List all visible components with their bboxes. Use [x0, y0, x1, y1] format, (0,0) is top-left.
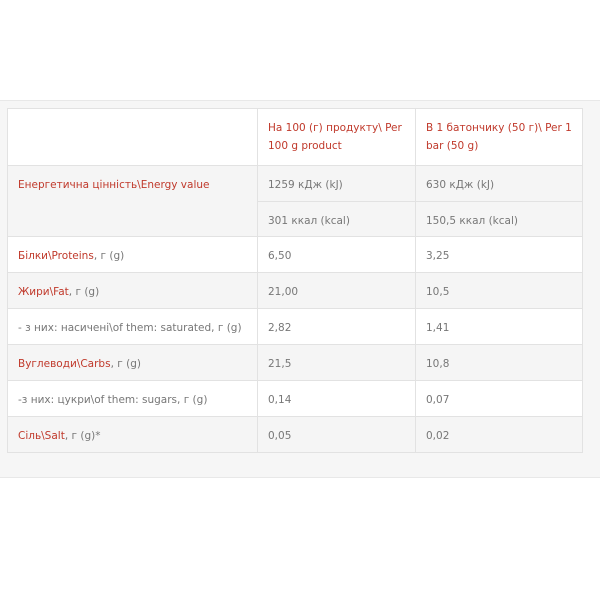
table-row	[8, 417, 583, 453]
row-label	[8, 273, 258, 309]
energy-kcal-per-100g: 301 ккал (kcal)	[258, 202, 416, 237]
row-label-unit: -з них: цукри\of them: sugars, г (g)	[18, 394, 208, 406]
row-value-per-100g: 0,14	[258, 381, 416, 417]
row-label-unit: , г (g)	[93, 250, 125, 262]
row-value-per-bar: 1,41	[416, 309, 583, 345]
row-label-unit: , г (g)	[68, 286, 100, 298]
row-value-per-bar: 10,5	[416, 273, 583, 309]
row-label	[8, 417, 258, 453]
energy-kj-per-100g: 1259 кДж (kJ)	[258, 166, 416, 202]
row-value-per-100g: 0,05	[258, 417, 416, 453]
energy-kcal-per-bar: 150,5 ккал (kcal)	[416, 202, 583, 237]
table-row	[8, 309, 583, 345]
row-label	[8, 309, 258, 345]
energy-label-cell	[8, 166, 258, 237]
row-label-strong: Сіль\Salt	[18, 430, 65, 442]
table-row	[8, 345, 583, 381]
row-label	[8, 381, 258, 417]
header-per-bar: В 1 батончику (50 г)\ Per 1 bar (50 g)	[416, 109, 583, 166]
energy-label: Енергетична цінність\Energy value	[18, 179, 210, 191]
table-header-row	[8, 109, 583, 166]
table-row-energy-kj	[8, 166, 583, 202]
row-value-per-100g: 2,82	[258, 309, 416, 345]
row-value-per-bar: 0,02	[416, 417, 583, 453]
nutrition-panel	[0, 100, 600, 478]
row-value-per-100g: 21,00	[258, 273, 416, 309]
row-label-strong: Білки\Proteins	[18, 250, 94, 262]
row-label	[8, 345, 258, 381]
header-per-100g: На 100 (г) продукту\ Per 100 g product	[258, 109, 416, 166]
table-row	[8, 237, 583, 273]
energy-kj-per-bar: 630 кДж (kJ)	[416, 166, 583, 202]
row-value-per-bar: 3,25	[416, 237, 583, 273]
row-value-per-bar: 10,8	[416, 345, 583, 381]
row-value-per-100g: 21,5	[258, 345, 416, 381]
row-label-unit: , г (g)*	[64, 430, 101, 442]
row-label-unit: - з них: насичені\of them: saturated, г (g)	[18, 322, 242, 334]
row-label-strong: Вуглеводи\Carbs	[18, 358, 111, 370]
row-value-per-100g: 6,50	[258, 237, 416, 273]
header-cell-empty	[8, 109, 258, 166]
table-row	[8, 381, 583, 417]
nutrition-table	[7, 108, 583, 453]
row-label-strong: Жири\Fat	[18, 286, 69, 298]
table-row	[8, 273, 583, 309]
row-label	[8, 237, 258, 273]
row-label-unit: , г (g)	[110, 358, 141, 370]
row-value-per-bar: 0,07	[416, 381, 583, 417]
